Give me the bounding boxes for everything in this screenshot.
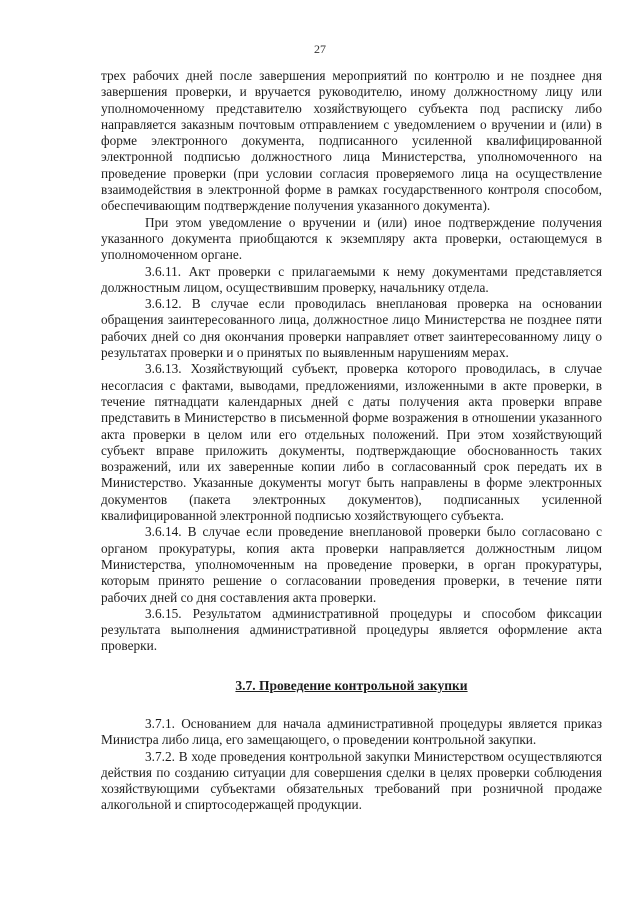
paragraph-3-6-13: 3.6.13. Хозяйствующий субъект, проверка которого проводилась, в случае несогласия с фактами, выводами, предложениями, изложенными в акте проверки, в течение пятнадцати календарных дней с даты получения акта проверки вправе представить в Министерство в письменной форме возражения в отношении указанного акта проверки в целом или его отдельных положений. При этом хозяйствующий субъект вправе приложить документы, подтверждающие обоснованность таких возражений, или их заверенные копии либо в согласованный срок передать их в Министерство. Указанные документы могут быть направлены в форме электронных документов (пакета электронных документов), подписанных усиленной квалифицированной электронной подписью хозяйствующего субъекта. [101,361,602,524]
page-number: 27 [314,42,326,56]
section-heading: 3.7. Проведение контрольной закупки [235,677,468,693]
paragraph-continuation: трех рабочих дней после завершения мероприятий по контролю и не позднее дня завершения проверки, и вручается руководителю, иному должностному лицу или уполномоченному представителю хозяйствующего субъекта под расписку либо направляется заказным почтовым отправлением с уведомлением о вручении и (или) в форме электронного документа, подписанного усиленной квалифицированной электронной подписью должностного лица Министерства, уполномоченного на проведение проверки (при условии согласия проверяемого лица на осуществление взаимодействия в электронной форме в рамках государственного контроля способом, обеспечивающим подтверждение получения указанного документа). [101,68,602,214]
paragraph-3-6-15: 3.6.15. Результатом административной процедуры и способом фиксации результата выполнения административной процедуры является оформление акта проверки. [101,605,602,654]
paragraph-notice: При этом уведомление о вручении и (или) иное подтверждение получения указанного документа приобщаются к экземпляру акта проверки, остающемуся в уполномоченном органе. [101,214,602,263]
document-body [101,68,602,814]
paragraph-3-6-11: 3.6.11. Акт проверки с прилагаемыми к нему документами представляется должностным лицом, осуществившим проверку, начальнику отдела. [101,263,602,295]
paragraph-3-7-1: 3.7.1. Основанием для начала административной процедуры является приказ Министра либо лица, его замещающего, о проведении контрольной закупки. [101,715,602,748]
paragraph-3-7-2: 3.7.2. В ходе проведения контрольной закупки Министерством осуществляются действия по созданию ситуации для совершения сделки в целях проверки соблюдения хозяйствующими субъектами обязательных требований при розничной продаже алкогольной и спиртосодержащей продукции. [101,748,602,813]
paragraph-3-6-12: 3.6.12. В случае если проводилась внеплановая проверка на основании обращения заинтересованного лица, должностное лицо Министерства не позднее пяти рабочих дней со дня окончания проверки направляет ответ заинтересованному лицу о результатах проверки и о принятых по выявленным нарушениям мерах. [101,296,602,361]
paragraph-3-6-14: 3.6.14. В случае если проведение внеплановой проверки было согласовано с органом прокуратуры, копия акта проверки направляется должностным лицом Министерства, уполномоченным на проведение проверки, в орган прокуратуры, которым принято решение о согласовании проведения проверки, в течение пяти рабочих дней со дня составления акта проверки. [101,524,602,605]
